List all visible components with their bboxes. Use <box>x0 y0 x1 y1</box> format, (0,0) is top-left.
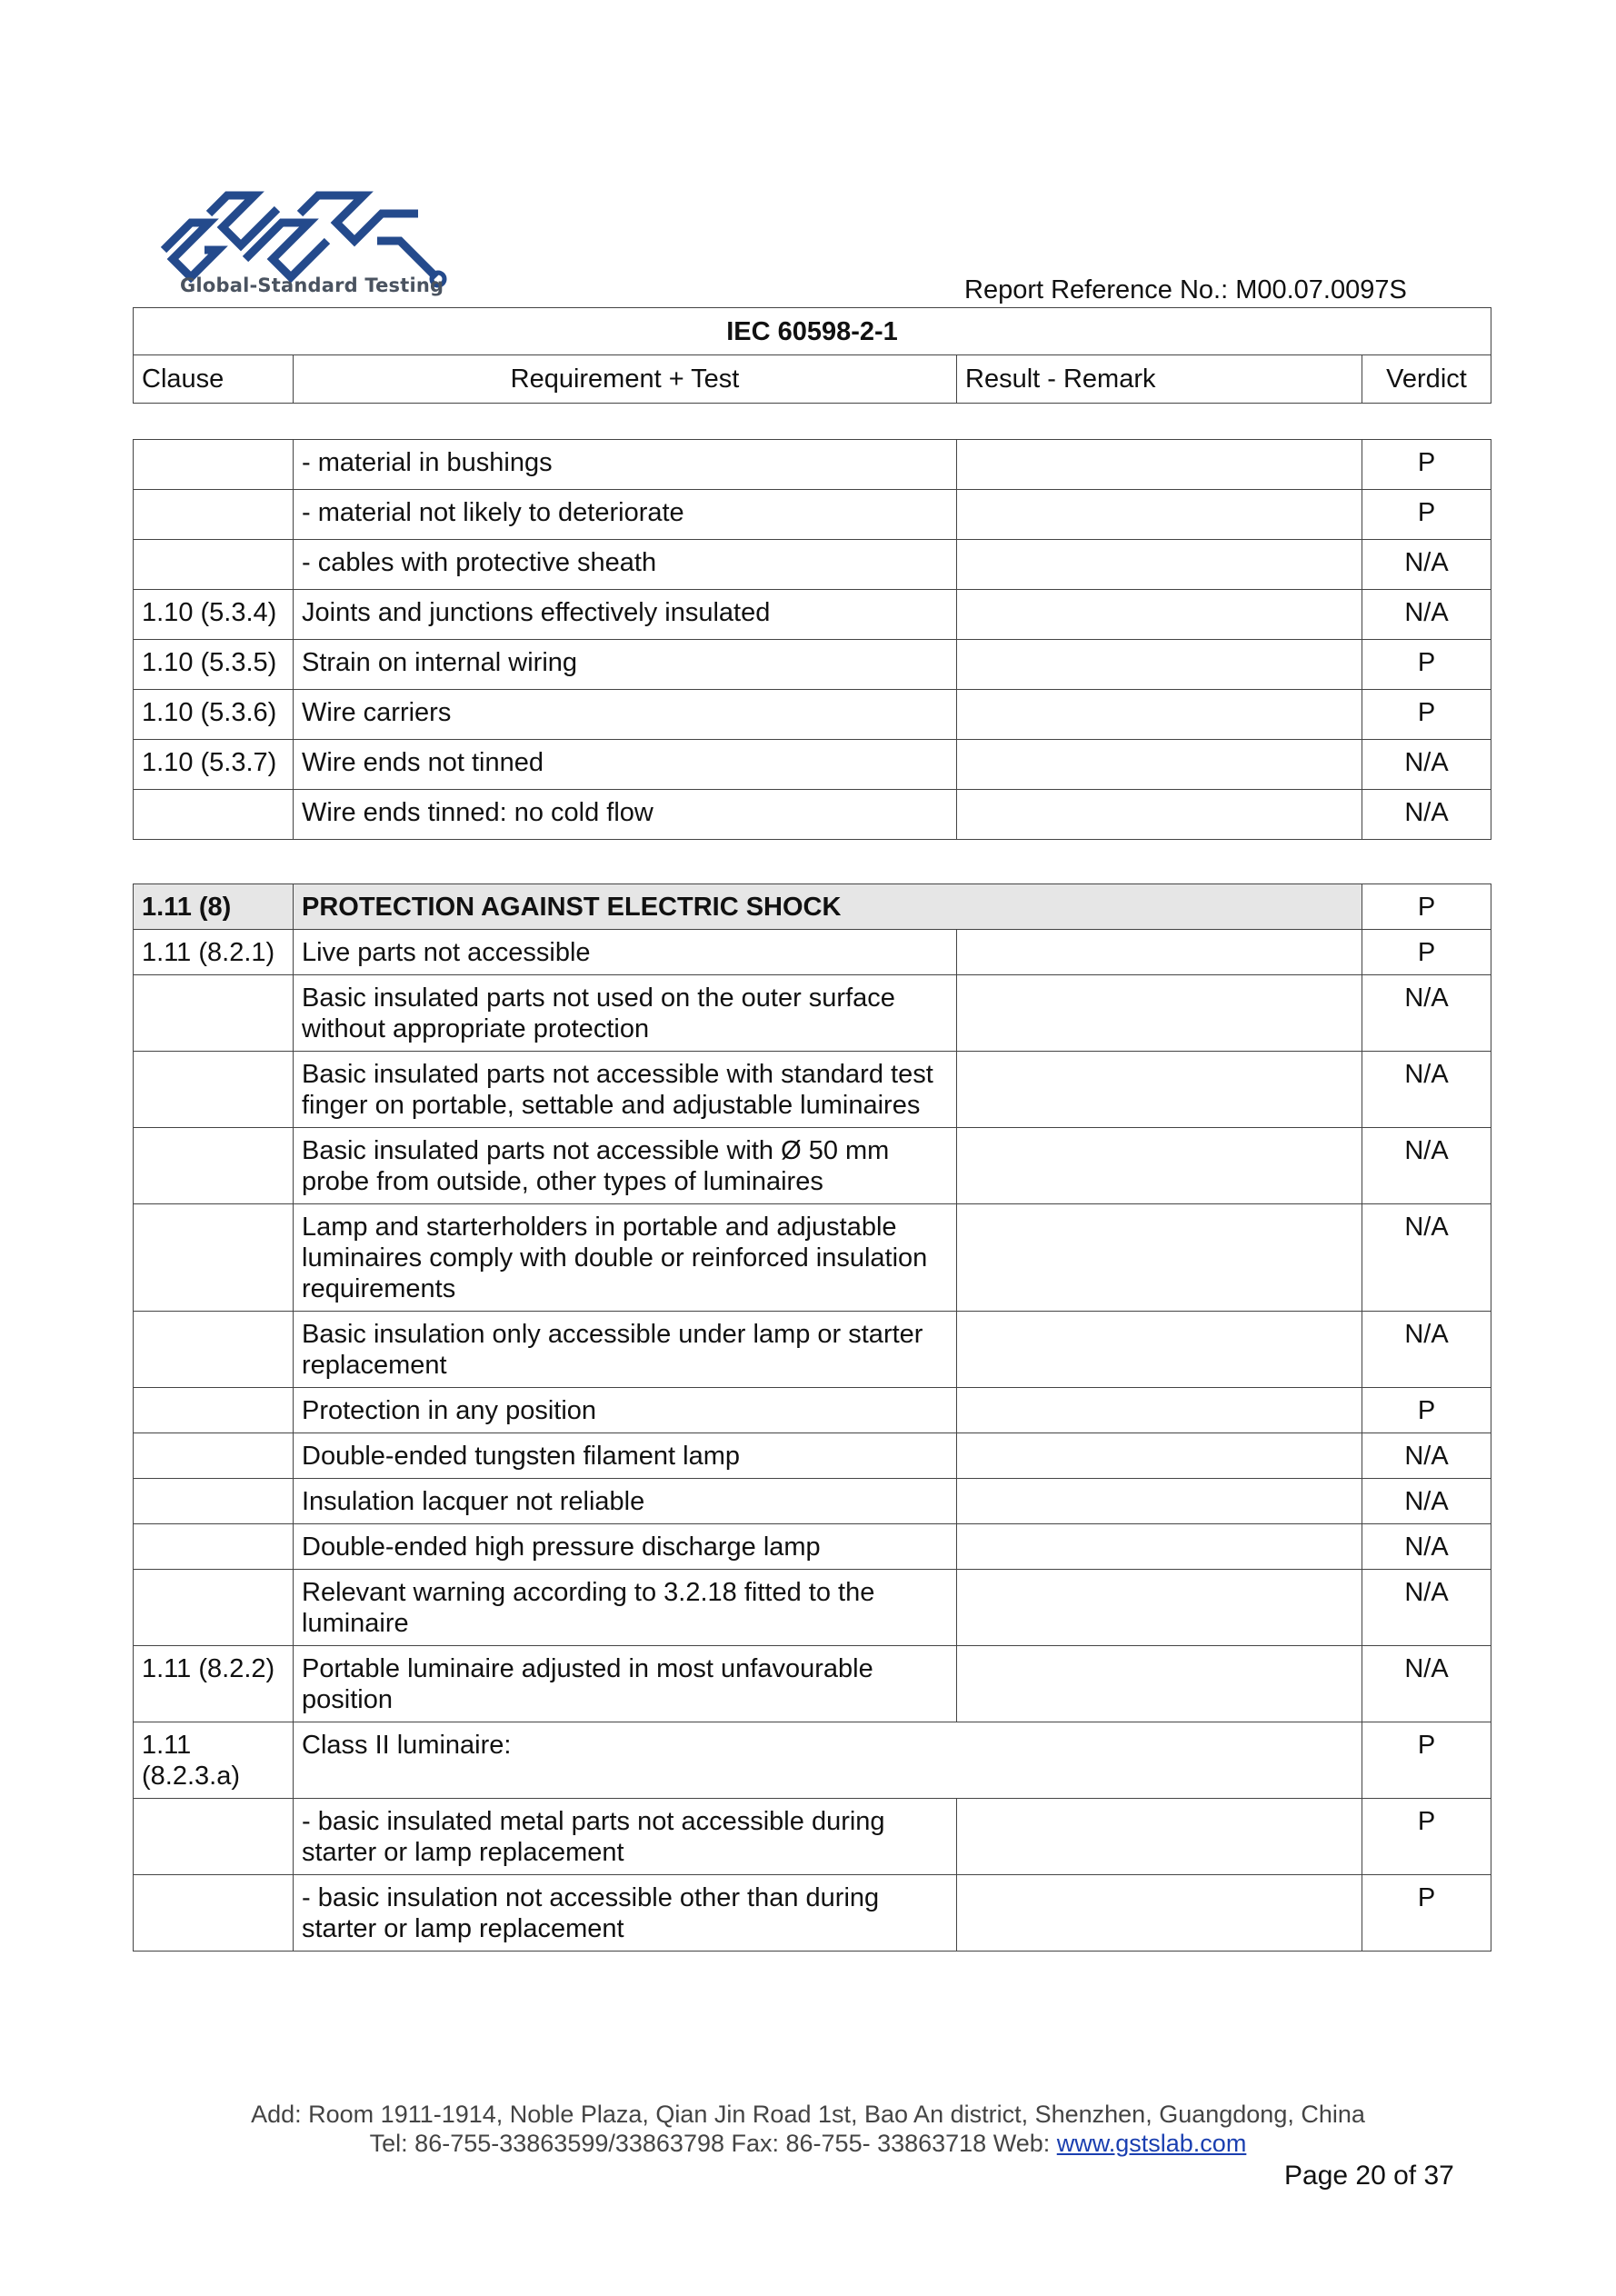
table-row <box>134 1524 1491 1570</box>
column-requirement: Requirement + Test <box>294 355 957 404</box>
verdict-cell: P <box>1362 1875 1491 1952</box>
column-result: Result - Remark <box>957 355 1362 404</box>
verdict-cell: P <box>1362 440 1491 490</box>
requirement-cell: Double-ended tungsten filament lamp <box>294 1433 957 1479</box>
clause-cell <box>134 1052 294 1128</box>
table-row <box>134 1570 1491 1646</box>
page-number: Page 20 of 37 <box>1284 2161 1454 2191</box>
verdict-cell: N/A <box>1362 1052 1491 1128</box>
section-title: PROTECTION AGAINST ELECTRIC SHOCK <box>294 884 1362 930</box>
verdict-cell: P <box>1362 490 1491 540</box>
clause-cell <box>134 1479 294 1524</box>
class2-requirement: Class II luminaire: <box>294 1722 1362 1799</box>
result-cell <box>957 930 1362 975</box>
table-row <box>134 1875 1491 1952</box>
requirement-cell: Insulation lacquer not reliable <box>294 1479 957 1524</box>
verdict-cell: N/A <box>1362 540 1491 590</box>
table-row <box>134 590 1491 640</box>
logo-text: Global-Standard Testing <box>180 275 444 296</box>
verdict-cell: N/A <box>1362 1479 1491 1524</box>
clause-cell <box>134 1524 294 1570</box>
result-cell <box>957 975 1362 1052</box>
clause-cell <box>134 1570 294 1646</box>
section-verdict: P <box>1362 884 1491 930</box>
requirement-cell: Basic insulated parts not accessible with Ø 50 mm probe from outside, other types of luminaires <box>294 1128 957 1204</box>
table-row <box>134 540 1491 590</box>
report-reference: Report Reference No.: M00.07.0097S <box>964 275 1407 304</box>
clause-cell <box>134 1204 294 1312</box>
table-row <box>134 1646 1491 1722</box>
clause-cell <box>134 1433 294 1479</box>
clause-cell <box>134 540 294 590</box>
table-row <box>134 440 1491 490</box>
table-row <box>134 1388 1491 1433</box>
result-cell <box>957 1312 1362 1388</box>
result-cell <box>957 540 1362 590</box>
verdict-cell: N/A <box>1362 590 1491 640</box>
requirement-cell: Wire ends tinned: no cold flow <box>294 790 957 840</box>
result-cell <box>957 1799 1362 1875</box>
requirement-cell: Portable luminaire adjusted in most unfavourable position <box>294 1646 957 1722</box>
requirement-cell: - cables with protective sheath <box>294 540 957 590</box>
requirement-cell: - material not likely to deteriorate <box>294 490 957 540</box>
result-cell <box>957 440 1362 490</box>
clause-cell: 1.10 (5.3.5) <box>134 640 294 690</box>
table-row <box>134 790 1491 840</box>
table-row <box>134 975 1491 1052</box>
requirement-cell: Strain on internal wiring <box>294 640 957 690</box>
table-row <box>134 1128 1491 1204</box>
result-cell <box>957 490 1362 540</box>
result-cell <box>957 590 1362 640</box>
footer-tel-fax: Tel: 86-755-33863599/33863798 Fax: 86-755- 33863718 Web: <box>369 2130 1057 2157</box>
verdict-cell: P <box>1362 1388 1491 1433</box>
result-cell <box>957 1204 1362 1312</box>
section-heading-row <box>134 884 1491 930</box>
table-row <box>134 1433 1491 1479</box>
class2-verdict: P <box>1362 1722 1491 1799</box>
table-row <box>134 1799 1491 1875</box>
result-cell <box>957 1433 1362 1479</box>
table-row <box>134 1204 1491 1312</box>
table-row <box>134 1312 1491 1388</box>
verdict-cell: P <box>1362 1799 1491 1875</box>
verdict-cell: N/A <box>1362 975 1491 1052</box>
footer-web-link[interactable]: www.gstslab.com <box>1056 2130 1247 2157</box>
table-row <box>134 490 1491 540</box>
result-cell <box>957 640 1362 690</box>
table-row <box>134 1479 1491 1524</box>
requirement-cell: Wire carriers <box>294 690 957 740</box>
column-clause: Clause <box>134 355 294 404</box>
verdict-cell: P <box>1362 690 1491 740</box>
result-cell <box>957 1570 1362 1646</box>
clause-cell <box>134 1128 294 1204</box>
requirement-cell: - material in bushings <box>294 440 957 490</box>
table-row <box>134 740 1491 790</box>
requirement-cell: Relevant warning according to 3.2.18 fitted to the luminaire <box>294 1570 957 1646</box>
result-cell <box>957 1646 1362 1722</box>
requirement-cell: Basic insulation only accessible under lamp or starter replacement <box>294 1312 957 1388</box>
table-row <box>134 1052 1491 1128</box>
verdict-cell: N/A <box>1362 740 1491 790</box>
footer-address: Add: Room 1911-1914, Noble Plaza, Qian Jin Road 1st, Bao An district, Shenzhen, Guangdong, China <box>251 2101 1365 2128</box>
requirement-cell: - basic insulated metal parts not accessible during starter or lamp replacement <box>294 1799 957 1875</box>
class2-row <box>134 1722 1491 1799</box>
section-clause: 1.11 (8) <box>134 884 294 930</box>
requirement-cell: Double-ended high pressure discharge lamp <box>294 1524 957 1570</box>
result-cell <box>957 1052 1362 1128</box>
result-cell <box>957 1524 1362 1570</box>
requirement-cell: - basic insulation not accessible other than during starter or lamp replacement <box>294 1875 957 1952</box>
clause-cell <box>134 440 294 490</box>
wiring-table <box>133 439 1491 840</box>
requirement-cell: Joints and junctions effectively insulated <box>294 590 957 640</box>
clause-cell <box>134 1799 294 1875</box>
verdict-cell: N/A <box>1362 1646 1491 1722</box>
class2-clause: 1.11 (8.2.3.a) <box>134 1722 294 1799</box>
requirement-cell: Wire ends not tinned <box>294 740 957 790</box>
requirement-cell: Basic insulated parts not accessible with standard test finger on portable, settable and adjustable luminaires <box>294 1052 957 1128</box>
verdict-cell: N/A <box>1362 1570 1491 1646</box>
verdict-cell: N/A <box>1362 1204 1491 1312</box>
clause-cell <box>134 1388 294 1433</box>
table-row <box>134 640 1491 690</box>
result-cell <box>957 1388 1362 1433</box>
clause-cell: 1.10 (5.3.6) <box>134 690 294 740</box>
standard-title: IEC 60598-2-1 <box>134 308 1491 355</box>
verdict-cell: N/A <box>1362 1433 1491 1479</box>
electric-shock-table <box>133 883 1491 1952</box>
result-cell <box>957 1479 1362 1524</box>
requirement-cell: Protection in any position <box>294 1388 957 1433</box>
result-cell <box>957 1875 1362 1952</box>
clause-cell: 1.10 (5.3.7) <box>134 740 294 790</box>
clause-cell <box>134 1875 294 1952</box>
clause-cell <box>134 790 294 840</box>
verdict-cell: N/A <box>1362 1524 1491 1570</box>
clause-cell: 1.10 (5.3.4) <box>134 590 294 640</box>
verdict-cell: P <box>1362 640 1491 690</box>
header-table <box>133 307 1491 404</box>
requirement-cell: Basic insulated parts not used on the outer surface without appropriate protection <box>294 975 957 1052</box>
clause-cell <box>134 975 294 1052</box>
result-cell <box>957 740 1362 790</box>
requirement-cell: Live parts not accessible <box>294 930 957 975</box>
verdict-cell: N/A <box>1362 1312 1491 1388</box>
clause-cell <box>134 490 294 540</box>
result-cell <box>957 690 1362 740</box>
verdict-cell: P <box>1362 930 1491 975</box>
verdict-cell: N/A <box>1362 790 1491 840</box>
table-row <box>134 690 1491 740</box>
result-cell <box>957 1128 1362 1204</box>
result-cell <box>957 790 1362 840</box>
clause-cell: 1.11 (8.2.2) <box>134 1646 294 1722</box>
column-verdict: Verdict <box>1362 355 1491 404</box>
requirement-cell: Lamp and starterholders in portable and adjustable luminaires comply with double or reinforced insulation requirements <box>294 1204 957 1312</box>
table-row <box>134 930 1491 975</box>
verdict-cell: N/A <box>1362 1128 1491 1204</box>
clause-cell <box>134 1312 294 1388</box>
clause-cell: 1.11 (8.2.1) <box>134 930 294 975</box>
footer-contact <box>0 2130 1616 2158</box>
